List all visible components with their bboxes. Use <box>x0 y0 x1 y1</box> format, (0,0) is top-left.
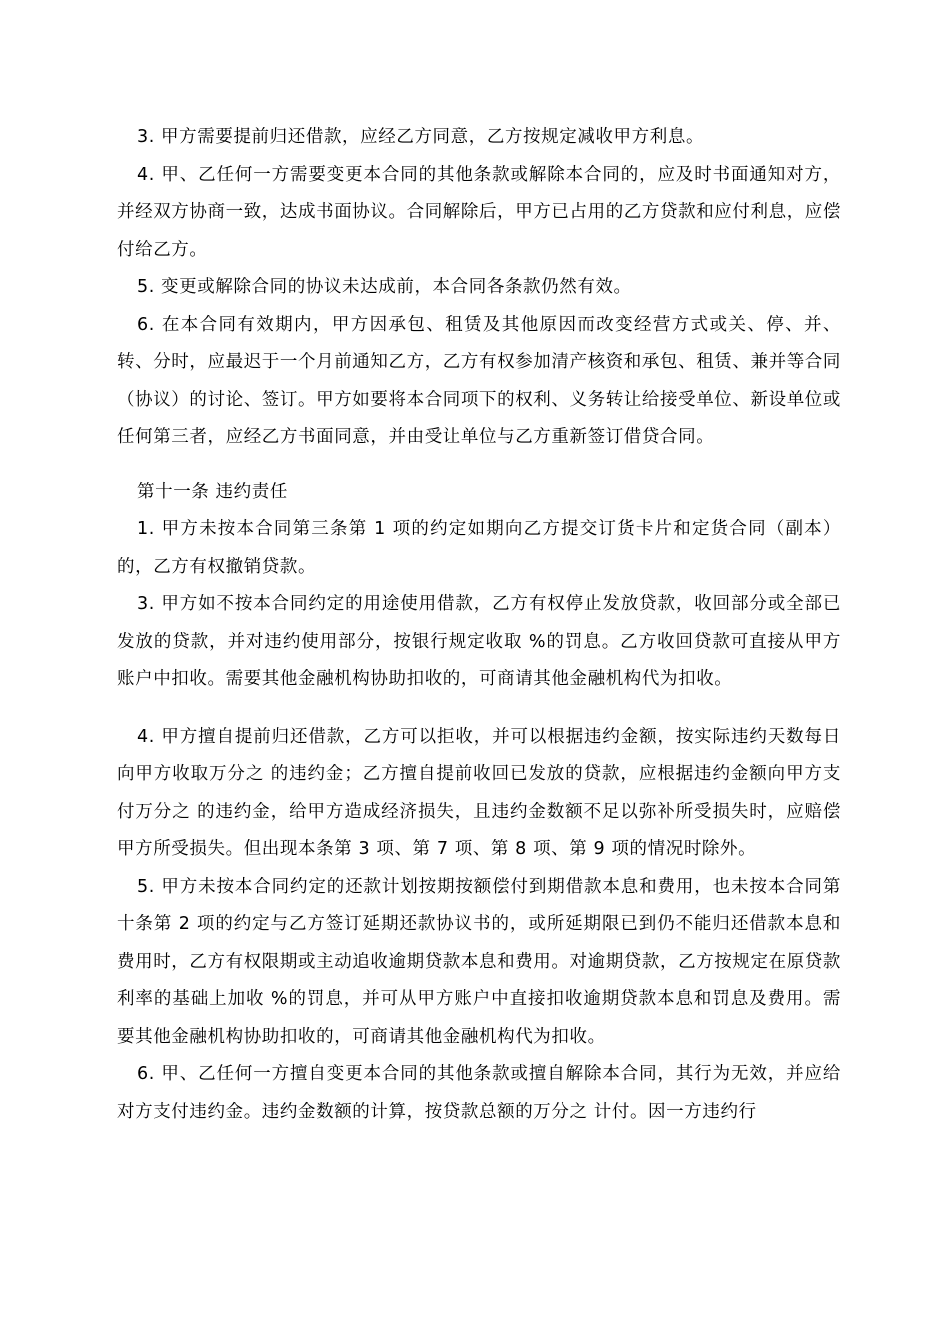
document-body <box>117 119 841 1131</box>
spacer <box>117 699 841 719</box>
section-heading: 第十一条 违约责任 <box>137 481 288 502</box>
clause-11-item-3: 3. 甲方如不按本合同约定的用途使用借款，乙方有权停止发放贷款，收回部分或全部已发放的贷款，并对违约使用部分，按银行规定收取 %的罚息。乙方收回贷款可直接从甲方账户中扣收。需要其他金融机构协助扣收的，可商请其他金融机构代为扣收。 <box>117 594 841 689</box>
spacer <box>117 457 841 474</box>
clause-11-item-6: 6. 甲、乙任何一方擅自变更本合同的其他条款或擅自解除本合同，其行为无效，并应给对方支付违约金。违约金数额的计算，按贷款总额的万分之 计付。因一方违约行 <box>117 1064 841 1122</box>
clause-10-item-4: 4. 甲、乙任何一方需要变更本合同的其他条款或解除本合同的，应及时书面通知对方，并经双方协商一致，达成书面协议。合同解除后，甲方已占用的乙方贷款和应付利息，应偿付给乙方。 <box>117 164 841 260</box>
clause-11-item-1: 1. 甲方未按本合同第三条第 1 项的约定如期向乙方提交订货卡片和定货合同（副本）的，乙方有权撤销贷款。 <box>117 519 841 577</box>
clause-11-item-4: 4. 甲方擅自提前归还借款，乙方可以拒收，并可以根据违约金额，按实际违约天数每日向甲方收取万分之 的违约金；乙方擅自提前收回已发放的贷款，应根据违约金额向甲方支付万分之 的违约金，给甲方造成经济损失，且违约金数额不足以弥补所受损失时，应赔偿甲方所受损失。但出现本条第 3 项、第 7 项、第 8 项、第 9 项的情况时除外。 <box>117 726 841 859</box>
clause-10-item-5: 5. 变更或解除合同的协议未达成前，本合同各条款仍然有效。 <box>137 277 632 297</box>
clause-11-item-5: 5. 甲方未按本合同约定的还款计划按期按额偿付到期借款本息和费用，也未按本合同第十条第 2 项的约定与乙方签订延期还款协议书的，或所延期限已到仍不能归还借款本息和费用时，乙方有权限期或主动追收逾期贷款本息和费用。对逾期贷款，乙方按规定在原贷款利率的基础上加收 %的罚息，并可从甲方账户中直接扣收逾期贷款本息和罚息及费用。需要其他金融机构协助扣收的，可商请其他金融机构代为扣收。 <box>117 876 841 1047</box>
clause-10-item-6: 6. 在本合同有效期内，甲方因承包、租赁及其他原因而改变经营方式或关、停、并、转、分时，应最迟于一个月前通知乙方，乙方有权参加清产核资和承包、租赁、兼并等合同（协议）的讨论、签订。甲方如要将本合同项下的权利、义务转让给接受单位、新设单位或任何第三者，应经乙方书面同意，并由受让单位与乙方重新签订借贷合同。 <box>117 314 841 447</box>
clause-10-item-3: 3. 甲方需要提前归还借款，应经乙方同意，乙方按规定减收甲方利息。 <box>137 127 705 147</box>
